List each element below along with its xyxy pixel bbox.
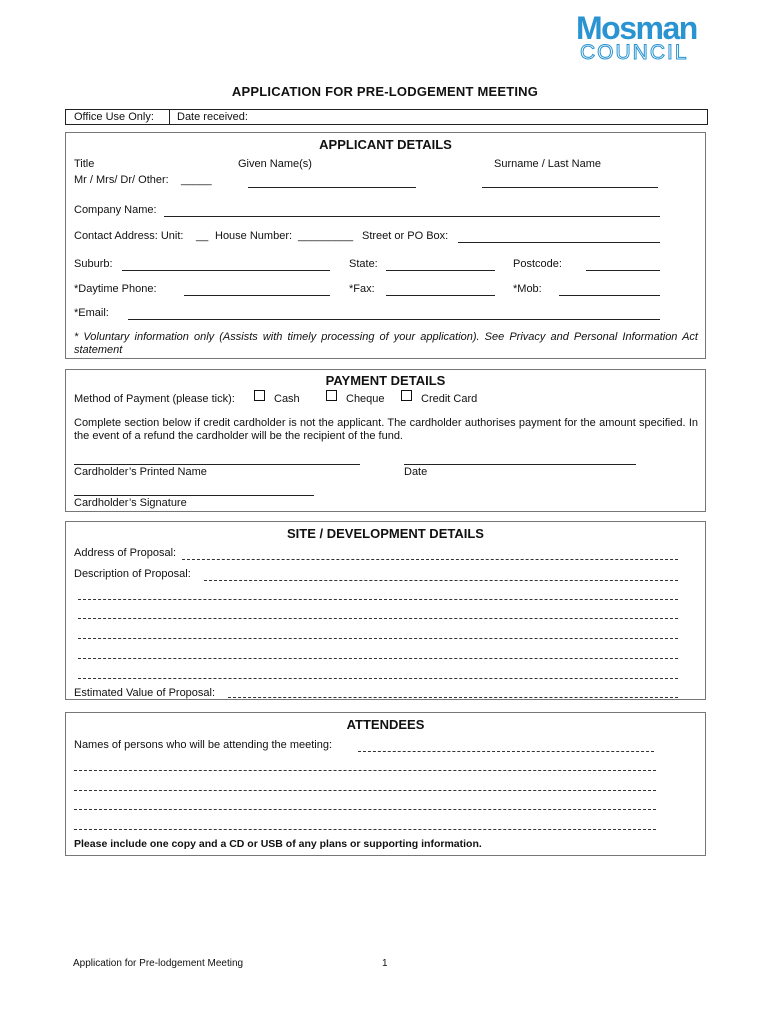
attendees-names-label: Names of persons who will be attending the meeting: bbox=[74, 739, 333, 751]
attendees-line[interactable] bbox=[74, 809, 656, 810]
description-line[interactable] bbox=[78, 658, 678, 659]
attendees-heading: ATTENDEES bbox=[346, 717, 425, 732]
estimated-value-field[interactable] bbox=[228, 697, 678, 698]
given-name-field[interactable] bbox=[248, 187, 416, 188]
email-label: *Email: bbox=[74, 307, 109, 319]
cardholder-date-label: Date bbox=[404, 466, 428, 478]
cardholder-date-field[interactable] bbox=[404, 464, 636, 465]
state-field[interactable] bbox=[386, 270, 495, 271]
cardholder-name-field[interactable] bbox=[74, 464, 360, 465]
estimated-value-label: Estimated Value of Proposal: bbox=[74, 687, 216, 699]
credit-card-label: Credit Card bbox=[421, 393, 478, 405]
postcode-field[interactable] bbox=[586, 270, 660, 271]
cardholder-signature-label: Cardholder’s Signature bbox=[74, 497, 187, 509]
description-line[interactable] bbox=[78, 678, 678, 679]
footer-document-name: Application for Pre-lodgement Meeting bbox=[73, 958, 244, 969]
voluntary-info-note: * Voluntary information only (Assists with timely processing of your application). See Privacy and Personal Information Act statement bbox=[74, 331, 698, 356]
address-of-proposal-label: Address of Proposal: bbox=[74, 547, 177, 559]
site-development-section bbox=[65, 521, 706, 700]
date-received-label: Date received: bbox=[177, 111, 248, 123]
cardholder-instruction: Complete section below if credit cardholder is not the applicant. The cardholder authorises payment for the amount specified. In the event of a refund the cardholder will be the recipient of the fund. bbox=[74, 417, 698, 442]
mob-label: *Mob: bbox=[513, 283, 542, 295]
council-logo bbox=[574, 12, 724, 64]
applicant-details-heading: APPLICANT DETAILS bbox=[319, 137, 452, 152]
company-name-label: Company Name: bbox=[74, 204, 157, 216]
supporting-info-note: Please include one copy and a CD or USB of any plans or supporting information. bbox=[74, 838, 482, 850]
attendees-line[interactable] bbox=[74, 829, 656, 830]
surname-label: Surname / Last Name bbox=[494, 158, 601, 170]
document-title: APPLICATION FOR PRE-LODGEMENT MEETING bbox=[231, 84, 539, 99]
office-use-label: Office Use Only: bbox=[74, 111, 154, 123]
cheque-checkbox[interactable] bbox=[326, 390, 337, 401]
fax-field[interactable] bbox=[386, 295, 495, 296]
description-of-proposal-field[interactable] bbox=[204, 580, 678, 581]
cash-label: Cash bbox=[274, 393, 300, 405]
description-line[interactable] bbox=[78, 599, 678, 600]
address-of-proposal-field[interactable] bbox=[182, 559, 678, 560]
cheque-label: Cheque bbox=[346, 393, 385, 405]
suburb-label: Suburb: bbox=[74, 258, 113, 270]
attendees-line[interactable] bbox=[74, 770, 656, 771]
postcode-label: Postcode: bbox=[513, 258, 562, 270]
street-label: Street or PO Box: bbox=[362, 230, 449, 242]
contact-address-label: Contact Address: Unit: bbox=[74, 230, 184, 242]
suburb-field[interactable] bbox=[122, 270, 330, 271]
title-other-field[interactable]: _____ bbox=[181, 174, 212, 186]
mob-field[interactable] bbox=[559, 295, 660, 296]
surname-field[interactable] bbox=[482, 187, 658, 188]
house-number-label: House Number: bbox=[215, 230, 293, 242]
state-label: State: bbox=[349, 258, 378, 270]
attendees-names-field[interactable] bbox=[358, 751, 654, 752]
site-development-heading: SITE / DEVELOPMENT DETAILS bbox=[287, 526, 484, 541]
payment-method-label: Method of Payment (please tick): bbox=[74, 393, 235, 405]
title-options: Mr / Mrs/ Dr/ Other: bbox=[74, 174, 169, 186]
cash-checkbox[interactable] bbox=[254, 390, 265, 401]
street-field[interactable] bbox=[458, 242, 660, 243]
payment-details-heading: PAYMENT DETAILS bbox=[325, 373, 446, 388]
cardholder-name-label: Cardholder’s Printed Name bbox=[74, 466, 207, 478]
payment-details-section bbox=[65, 369, 706, 512]
fax-label: *Fax: bbox=[349, 283, 375, 295]
logo-line-mosman: Mosman bbox=[576, 10, 697, 46]
description-line[interactable] bbox=[78, 638, 678, 639]
applicant-details-section bbox=[65, 132, 706, 359]
unit-field[interactable]: __ bbox=[196, 230, 209, 242]
credit-card-checkbox[interactable] bbox=[401, 390, 412, 401]
attendees-line[interactable] bbox=[74, 790, 656, 791]
title-label: Title bbox=[74, 158, 95, 170]
logo-line-council: COUNCIL bbox=[580, 41, 689, 64]
email-field[interactable] bbox=[128, 319, 660, 320]
company-name-field[interactable] bbox=[164, 216, 660, 217]
description-of-proposal-label: Description of Proposal: bbox=[74, 568, 191, 580]
office-use-row bbox=[65, 109, 708, 125]
daytime-phone-label: *Daytime Phone: bbox=[74, 283, 157, 295]
house-number-field[interactable]: _________ bbox=[298, 230, 354, 242]
footer-page-number: 1 bbox=[382, 958, 388, 969]
description-line[interactable] bbox=[78, 618, 678, 619]
daytime-phone-field[interactable] bbox=[184, 295, 330, 296]
given-name-label: Given Name(s) bbox=[238, 158, 312, 170]
cardholder-signature-field[interactable] bbox=[74, 495, 314, 496]
attendees-section bbox=[65, 712, 706, 856]
